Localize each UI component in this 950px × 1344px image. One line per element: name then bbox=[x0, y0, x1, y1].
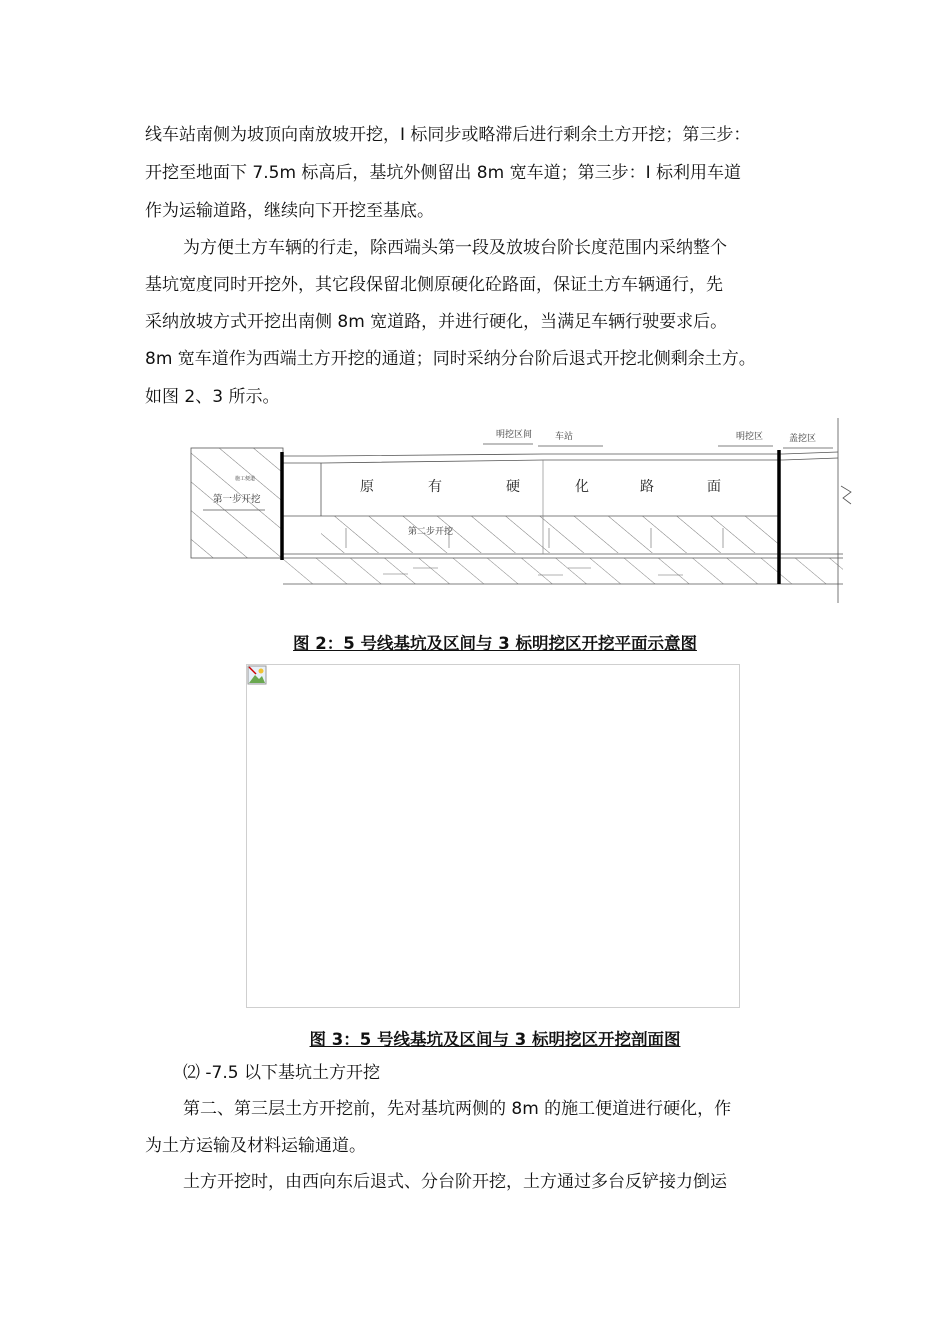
label-chezhan: 车站 bbox=[555, 432, 574, 442]
label-gaiwaqu: 盖挖区 bbox=[789, 434, 817, 444]
road-char: 有 bbox=[428, 479, 442, 495]
text-line: 基坑宽度同时开挖外，其它段保留北侧原硬化砼路面，保证土方车辆通行，先 bbox=[145, 275, 723, 295]
road-label bbox=[360, 479, 721, 495]
label-step1: 第一步开挖 bbox=[213, 494, 261, 505]
road-char: 路 bbox=[640, 479, 654, 495]
south-road-zone bbox=[283, 558, 843, 584]
figure-3-image bbox=[246, 664, 740, 1008]
step2-zone bbox=[321, 516, 779, 553]
text-line: 第二、第三层土方开挖前，先对基坑两侧的 8m 的施工便道进行硬化，作 bbox=[183, 1099, 732, 1119]
text-line: 土方开挖时，由西向东后退式、分台阶开挖，土方通过多台反铲接力倒运 bbox=[183, 1172, 727, 1192]
road-char: 化 bbox=[575, 479, 589, 495]
road-char: 硬 bbox=[506, 479, 520, 495]
text-line: 如图 2、3 所示。 bbox=[145, 387, 280, 407]
label-mingwa-qujian: 明挖区间 bbox=[496, 430, 533, 440]
broken-image-icon bbox=[247, 665, 267, 685]
figure-2-caption: 图 2：5 号线基坑及区间与 3 标明挖区开挖平面示意图 bbox=[293, 634, 697, 653]
section-heading: ⑵ -7.5 以下基坑土方开挖 bbox=[183, 1063, 380, 1083]
label-mingwaqu: 明挖区 bbox=[736, 432, 764, 442]
figure-3-caption: 图 3：5 号线基坑及区间与 3 标明挖区开挖剖面图 bbox=[309, 1030, 681, 1049]
road-char: 原 bbox=[360, 479, 374, 495]
text-line: 采纳放坡方式开挖出南侧 8m 宽道路，并进行硬化，当满足车辆行驶要求后。 bbox=[145, 312, 728, 332]
label-step1-small: 施工便道 bbox=[235, 476, 256, 482]
text-line: 开挖至地面下 7.5m 标高后，基坑外侧留出 8m 宽车道；第三步：I 标利用车道 bbox=[145, 163, 742, 183]
road-char: 面 bbox=[707, 479, 721, 495]
text-line: 作为运输道路，继续向下开挖至基底。 bbox=[145, 201, 434, 221]
north-boundary bbox=[283, 452, 838, 456]
label-step2: 第二步开挖 bbox=[408, 527, 454, 537]
text-line: 为方便土方车辆的行走，除西端头第一段及放坡台阶长度范围内采纳整个 bbox=[183, 238, 727, 258]
text-line: 为土方运输及材料运输通道。 bbox=[145, 1136, 366, 1156]
text-line: 8m 宽车道作为西端土方开挖的通道；同时采纳分台阶后退式开挖北侧剩余土方。 bbox=[145, 349, 756, 369]
figure-2-plan-diagram bbox=[183, 418, 853, 603]
text-line: 线车站南侧为坡顶向南放坡开挖，I 标同步或略滞后进行剩余土方开挖；第三步： bbox=[145, 125, 751, 145]
